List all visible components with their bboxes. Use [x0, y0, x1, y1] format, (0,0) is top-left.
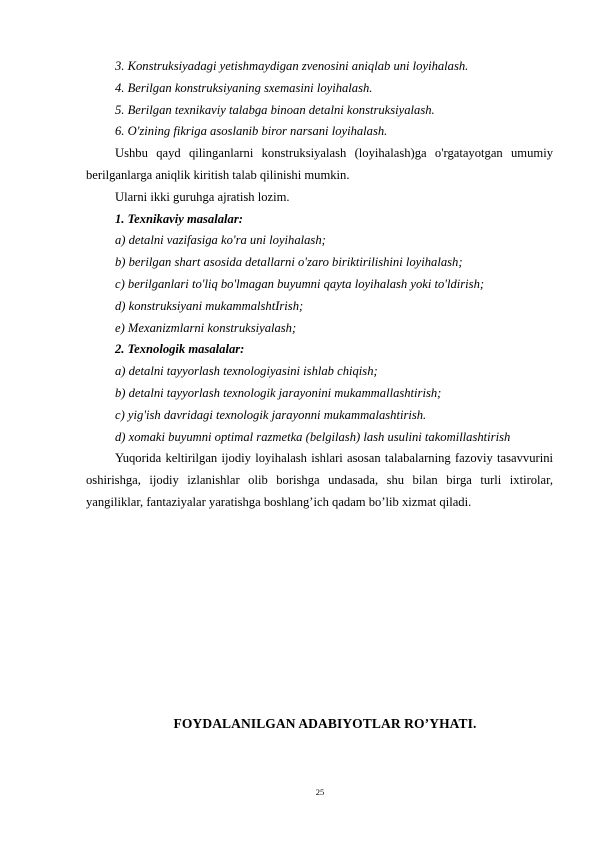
paragraph-conclusion: Yuqorida keltirilgan ijodiy loyihalash ishlari asosan talabalarning fazoviy tasavvurini oshirishga, ijodiy izlanishlar olib borishga undasada, shu bilan birga turli ixtirolar, yangiliklar, fantaziyalar yaratishga boshlang’ich qadam bo’lib xizmat qiladi.: [86, 451, 553, 509]
technological-item-d: d) xomaki buyumni optimal razmetka (belgilash) lash usulini takomillashtirish: [115, 429, 511, 444]
paragraph-clarification: Ushbu qayd qilinganlarni konstruksiyalash (loyihalash)ga o'rgatayotgan umumiy berilganlarga aniqlik kiritish talab qilinishi mumkin.: [86, 146, 553, 182]
technical-item-a: a) detalni vazifasiga ko'ra uni loyihalash;: [115, 233, 326, 248]
list-item-6: 6. O'zining fikriga asoslanib biror narsani loyihalash.: [115, 124, 388, 139]
heading-technological-tasks: 2. Texnologik masalalar:: [115, 342, 245, 357]
technological-item-c: c) yig'ish davridagi texnologik jarayonni mukammalashtirish.: [115, 407, 427, 422]
list-item-5: 5. Berilgan texnikaviy talabga binoan detalni konstruksiyalash.: [115, 102, 435, 117]
page-body: [86, 56, 553, 514]
heading-technical-tasks: 1. Texnikaviy masalalar:: [115, 211, 243, 226]
technological-item-b: b) detalni tayyorlash texnologik jarayonini mukammallashtirish;: [115, 385, 442, 400]
technical-item-c: c) berilganlari to'liq bo'lmagan buyumni qayta loyihalash yoki to'ldirish;: [115, 276, 485, 291]
technical-item-e: e) Mexanizmlarni konstruksiyalash;: [115, 320, 297, 335]
technological-item-a: a) detalni tayyorlash texnologiyasini ishlab chiqish;: [115, 364, 378, 379]
technical-item-b: b) berilgan shart asosida detallarni o'zaro biriktirilishini loyihalash;: [115, 255, 463, 270]
technical-item-d: d) konstruksiyani mukammalshtIrish;: [115, 298, 304, 313]
list-item-4: 4. Berilgan konstruksiyaning sxemasini loyihalash.: [115, 80, 373, 95]
references-heading: FOYDALANILGAN ADABIYOTLAR RO’YHATI.: [173, 716, 477, 731]
page-number: 25: [315, 787, 325, 797]
list-item-3: 3. Konstruksiyadagi yetishmaydigan zvenosini aniqlab uni loyihalash.: [115, 59, 469, 73]
paragraph-groups: Ularni ikki guruhga ajratish lozim.: [115, 189, 290, 204]
